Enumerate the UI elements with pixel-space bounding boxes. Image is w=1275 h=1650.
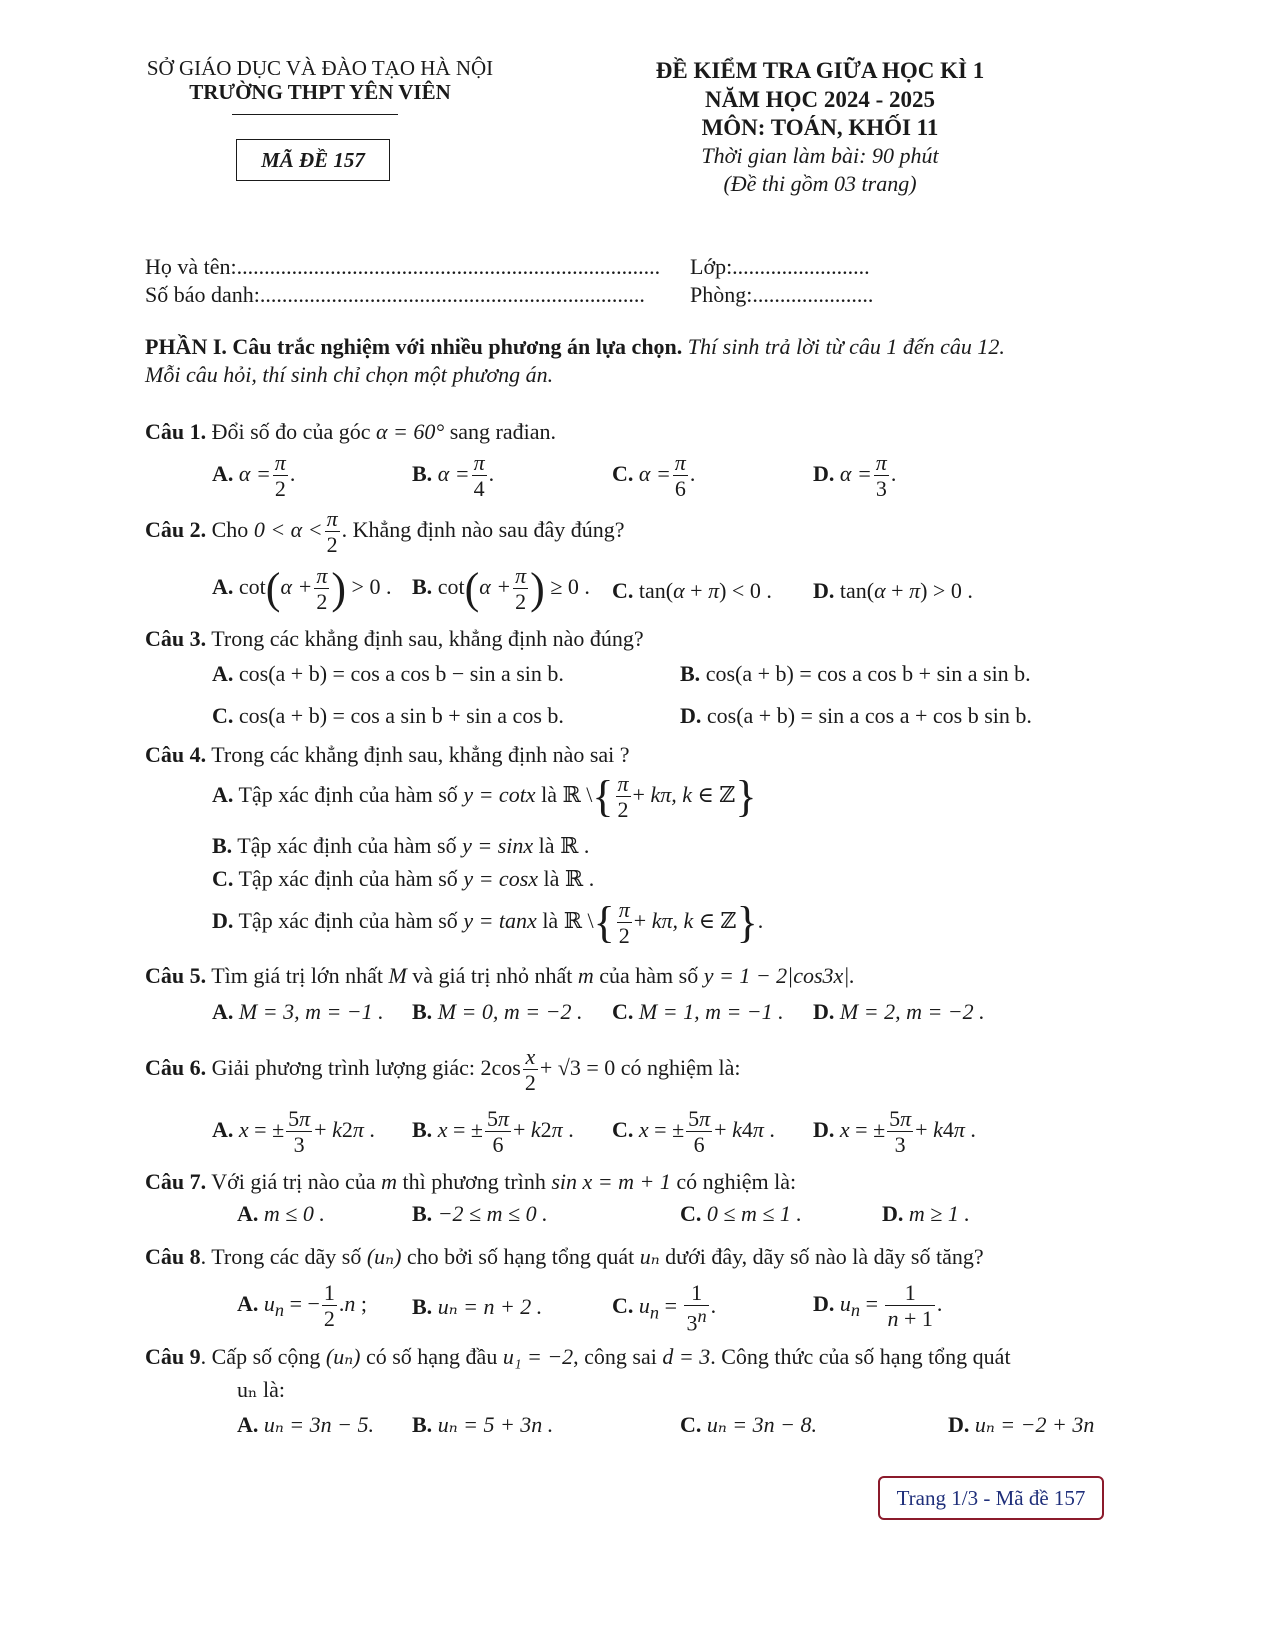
q3-label: Câu 3. (145, 626, 207, 651)
option-label: A. (212, 781, 234, 807)
question-9-line-2: uₙ là: (237, 1377, 286, 1402)
q8-option-a[interactable]: A. $u_n$ = − $\frac{1}{2}$ .n ; (237, 1280, 368, 1332)
option-label: D. (948, 1412, 970, 1437)
page-count: (Đề thi gồm 03 trang) (723, 171, 917, 196)
school-name: TRƯỜNG THPT YÊN VIÊN (189, 80, 451, 104)
option-label: B. (412, 573, 433, 599)
option-label: C. (680, 1201, 702, 1226)
q5-label: Câu 5. (145, 963, 207, 988)
q3-option-d[interactable] (680, 703, 1032, 729)
section-title: PHẦN I. Câu trắc nghiệm với nhiều phương án lựa chọn. (145, 334, 683, 359)
school-year: NĂM HỌC 2024 - 2025 (705, 87, 935, 112)
page-footer: Trang 1/3 - Mã đề 157 (878, 1476, 1104, 1520)
q2-option-a[interactable]: A. cot(α + $\frac{\pi}{2}$ ) > 0 . (212, 563, 392, 615)
option-label: C. (612, 1293, 634, 1319)
q2-text-end: . Khẳng định nào sau đây đúng? (341, 516, 625, 542)
option-label: A. (237, 1290, 259, 1316)
q5-option-a[interactable]: A. M = 3, m = −1 . (212, 999, 384, 1024)
q2-label: Câu 2. (145, 516, 207, 542)
q4-option-c[interactable]: C. Tập xác định của hàm số y = cosx là ℝ . (212, 866, 595, 891)
question-5: Câu 5. Tìm giá trị lớn nhất M và giá trị nhỏ nhất m của hàm số y = 1 − 2|cos3x|. (145, 963, 855, 988)
option-label: B. (412, 1116, 433, 1142)
q6-option-c[interactable]: C. x = ± $\frac{5\pi}{6}$ + k4π . (612, 1106, 775, 1158)
option-label: B. (412, 999, 433, 1024)
question-1 (145, 419, 556, 445)
option-label: B. (680, 661, 701, 686)
option-label: A. (237, 1201, 259, 1226)
q2-option-b[interactable]: B. cot(α + $\frac{\pi}{2}$ ) ≥ 0 . (412, 563, 590, 615)
option-label: A. (237, 1412, 259, 1437)
exam-title: ĐỀ KIỂM TRA GIỮA HỌC KÌ 1 (655, 58, 985, 83)
q5-option-d[interactable]: D. M = 2, m = −2 . (813, 999, 985, 1024)
section-instruction: Thí sinh trả lời từ câu 1 đến câu 12. (682, 334, 1005, 359)
exam-code-box: MÃ ĐỀ 157 (236, 139, 390, 181)
q3-a-text: cos(a + b) = cos a cos b − sin a sin b. (238, 661, 564, 686)
option-label: B. (212, 833, 233, 858)
q2-text: Cho (206, 516, 254, 542)
q4-label: Câu 4. (145, 742, 207, 767)
q1-option-c[interactable]: C. α = $\frac{\pi}{6}$ . (612, 450, 696, 502)
q3-d-text: cos(a + b) = sin a cos a + cos b sin b. (706, 703, 1032, 728)
option-label: C. (612, 460, 634, 486)
q6-option-a[interactable]: A. x = ± $\frac{5\pi}{3}$ + k2π . (212, 1106, 375, 1158)
q9-option-d[interactable]: D. uₙ = −2 + 3n (948, 1412, 1095, 1437)
q9-option-b[interactable]: B. uₙ = 5 + 3n . (412, 1412, 554, 1437)
q8-option-b[interactable]: B. uₙ = n + 2 . (412, 1294, 543, 1319)
class-field[interactable]: Lớp:......................... (690, 254, 870, 279)
q1-label: Câu 1. (145, 419, 207, 444)
q1-option-b[interactable]: B. α = $\frac{\pi}{4}$ . (412, 450, 495, 502)
option-label: B. (412, 1412, 433, 1437)
q3-option-c[interactable] (212, 703, 564, 729)
option-label: C. (612, 999, 634, 1024)
q8-option-d[interactable]: D. $u_n$ = $\frac{1}{n + 1}$ . (813, 1280, 943, 1332)
option-label: D. (212, 907, 234, 933)
option-label: A. (212, 999, 234, 1024)
option-label: D. (813, 1116, 835, 1142)
q2-option-d[interactable]: D. tan(α + π) > 0 . (813, 578, 973, 603)
q1-option-d[interactable]: D. α = $\frac{\pi}{3}$ . (813, 450, 897, 502)
exam-duration: Thời gian làm bài: 90 phút (701, 143, 939, 168)
question-6: Câu 6. Giải phương trình lượng giác: 2cos $\frac{x}{2}$ + √3 = 0 có nghiệm là: (145, 1044, 741, 1096)
q1-math: α = 60° (375, 419, 445, 444)
q6-option-d[interactable]: D. x = ± $\frac{5\pi}{3}$ + k4π . (813, 1106, 976, 1158)
q1-text: Đổi số đo của góc (206, 419, 376, 444)
option-label: B. (412, 460, 433, 486)
option-label: A. (212, 1116, 234, 1142)
q4-option-a[interactable]: A. Tập xác định của hàm số y = cotx là ℝ \{ $\frac{\pi}{2}$ + kπ, k ∈ ℤ} (212, 771, 757, 823)
q3-b-text: cos(a + b) = cos a cos b + sin a sin b. (705, 661, 1031, 686)
section-heading (145, 334, 1005, 360)
q1-text-end: sang rađian. (444, 419, 556, 444)
option-label: A. (212, 573, 234, 599)
option-label: A. (212, 661, 234, 686)
q9-option-c[interactable]: C. uₙ = 3n − 8. (680, 1412, 817, 1437)
q5-option-c[interactable]: C. M = 1, m = −1 . (612, 999, 784, 1024)
q1-option-a[interactable]: A. α = $\frac{\pi}{2}$ . (212, 450, 296, 502)
question-9: Câu 9. Cấp số cộng (uₙ) có số hạng đầu u₁ = −2, công sai d = 3. Công thức của số hạng tổng quát (145, 1344, 1011, 1369)
question-3 (145, 626, 644, 652)
question-4 (145, 742, 630, 768)
section-instruction-2: Mỗi câu hỏi, thí sinh chỉ chọn một phương án. (145, 362, 554, 387)
q7-option-d[interactable]: D. m ≥ 1 . (882, 1201, 970, 1226)
option-label: D. (813, 1290, 835, 1316)
option-label: D. (813, 460, 835, 486)
room-field[interactable]: Phòng:...................... (690, 282, 874, 307)
option-label: A. (212, 460, 234, 486)
q8-label: Câu 8 (145, 1244, 201, 1269)
q7-option-a[interactable]: A. m ≤ 0 . (237, 1201, 325, 1226)
subject: MÔN: TOÁN, KHỐI 11 (701, 115, 939, 140)
department-name: SỞ GIÁO DỤC VÀ ĐÀO TẠO HÀ NỘI (146, 56, 494, 80)
option-label: D. (680, 703, 702, 728)
q3-c-text: cos(a + b) = cos a sin b + sin a cos b. (238, 703, 564, 728)
question-2: Câu 2. Cho 0 < α < $\frac{\pi}{2}$ . Khẳng định nào sau đây đúng? (145, 506, 625, 558)
q4-option-d[interactable]: D. Tập xác định của hàm số y = tanx là ℝ \{ $\frac{\pi}{2}$ + kπ, k ∈ ℤ}. (212, 897, 764, 949)
option-label: D. (813, 999, 835, 1024)
option-label: C. (212, 703, 234, 728)
q5-option-b[interactable]: B. M = 0, m = −2 . (412, 999, 583, 1024)
student-name-field[interactable]: Họ và tên:............................................................................. (145, 254, 661, 279)
q7-label: Câu 7. (145, 1169, 207, 1194)
option-label: C. (680, 1412, 702, 1437)
q7-option-c[interactable]: C. 0 ≤ m ≤ 1 . (680, 1201, 802, 1226)
option-label: D. (813, 578, 835, 603)
option-label: C. (212, 866, 234, 891)
q7-option-b[interactable]: B. −2 ≤ m ≤ 0 . (412, 1201, 548, 1226)
q3-text: Trong các khẳng định sau, khẳng định nào đúng? (206, 626, 644, 651)
option-label: D. (882, 1201, 904, 1226)
q9-label: Câu 9 (145, 1344, 201, 1369)
option-label: C. (612, 1116, 634, 1142)
q6-option-b[interactable]: B. x = ± $\frac{5\pi}{6}$ + k2π . (412, 1106, 574, 1158)
q4-option-b[interactable]: B. Tập xác định của hàm số y = sinx là ℝ . (212, 833, 590, 858)
q4-text: Trong các khẳng định sau, khẳng định nào sai ? (206, 742, 630, 767)
q3-option-a[interactable] (212, 661, 564, 687)
q8-option-c[interactable]: C. $u_n$ = $\frac{1}{3^n}$ . (612, 1280, 717, 1336)
question-7: Câu 7. Với giá trị nào của m thì phương trình sin x = m + 1 có nghiệm là: (145, 1169, 797, 1194)
option-label: B. (412, 1294, 433, 1319)
option-label: C. (612, 578, 634, 603)
candidate-number-field[interactable]: Số báo danh:...................................................................... (145, 282, 645, 307)
q9-option-a[interactable]: A. uₙ = 3n − 5. (237, 1412, 374, 1437)
q6-label: Câu 6. (145, 1054, 207, 1080)
q2-option-c[interactable]: C. tan(α + π) < 0 . (612, 578, 772, 603)
option-label: B. (412, 1201, 433, 1226)
question-8: Câu 8. Trong các dãy số (uₙ) cho bởi số hạng tổng quát uₙ dưới đây, dãy số nào là dãy số tăng? (145, 1244, 984, 1269)
q3-option-b[interactable] (680, 661, 1031, 687)
header-divider (232, 114, 398, 115)
